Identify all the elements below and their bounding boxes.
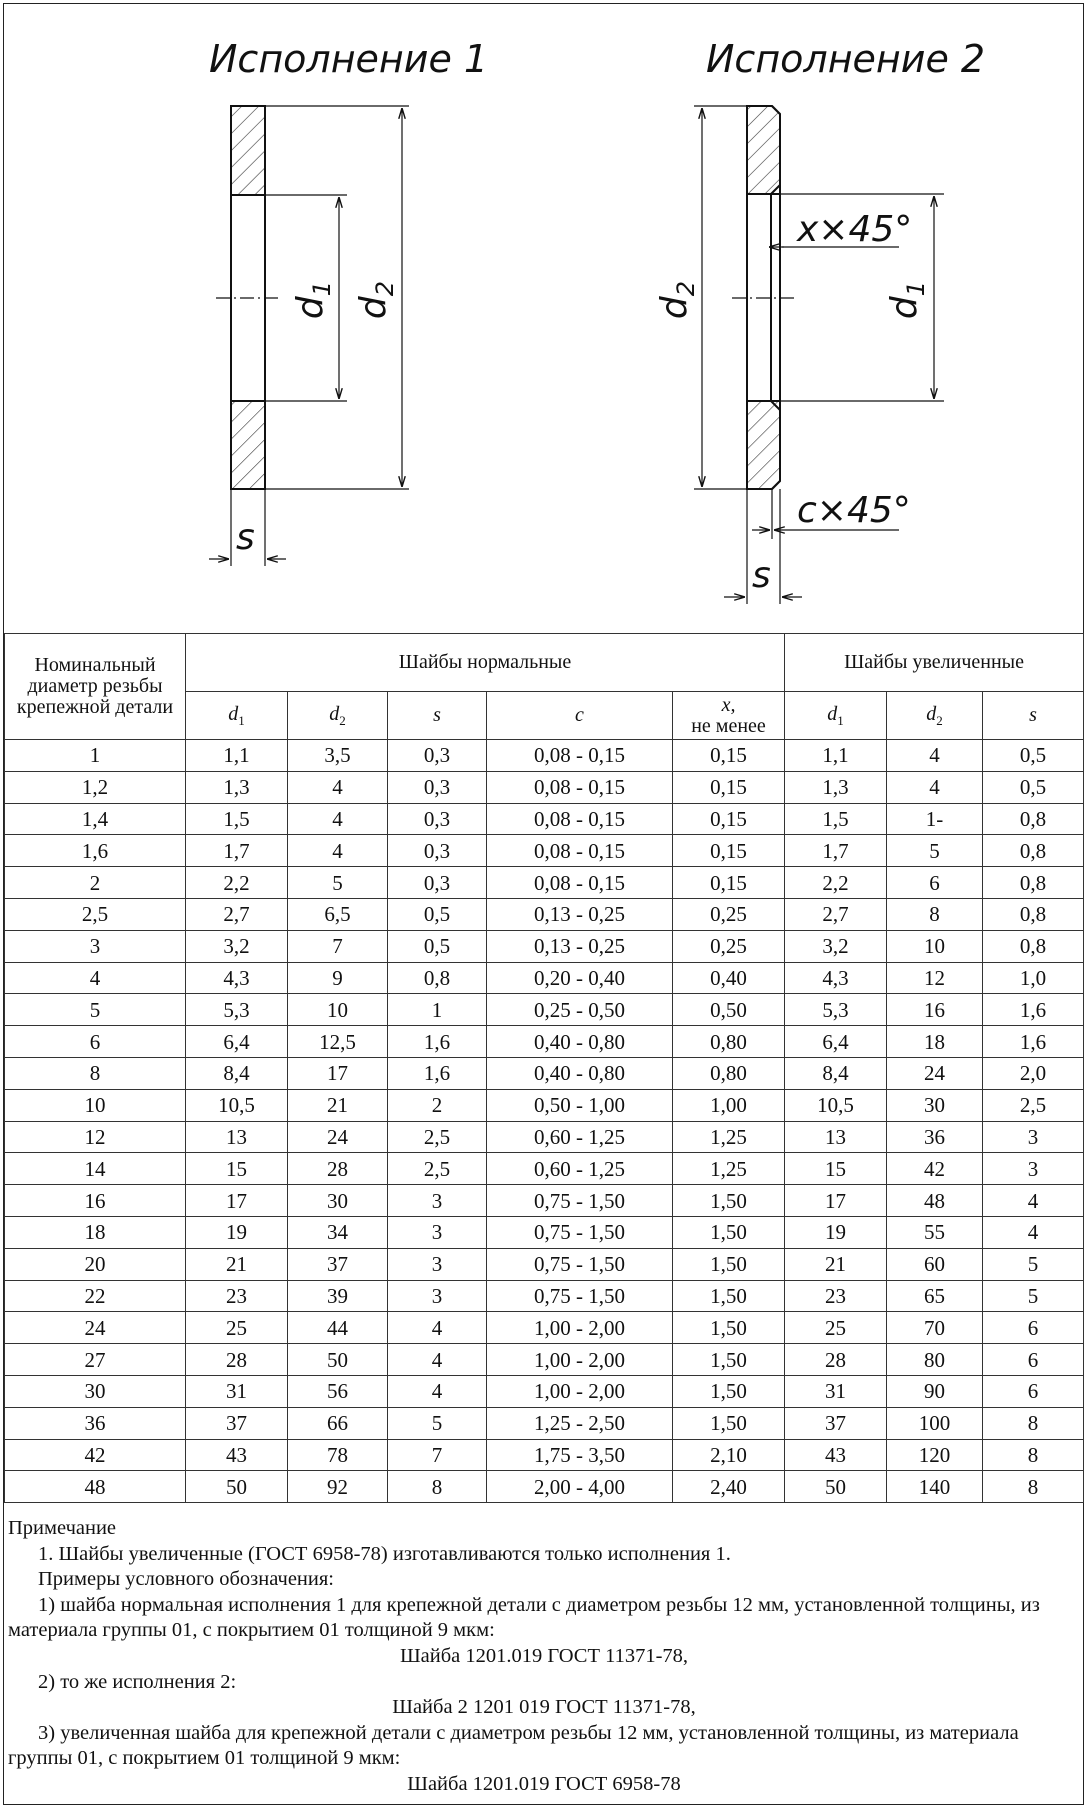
cell-thread: 48 <box>5 1471 186 1503</box>
cell-norm-d1: 15 <box>186 1153 288 1185</box>
cell-large-d2: 55 <box>887 1216 983 1248</box>
example-1-code: Шайба 1201.019 ГОСТ 11371-78, <box>399 1644 689 1667</box>
cell-norm-s: 0,5 <box>388 930 487 962</box>
cell-norm-c: 0,75 - 1,50 <box>487 1216 673 1248</box>
cell-thread: 30 <box>5 1375 186 1407</box>
notes-section <box>8 1516 1080 1798</box>
cell-thread: 27 <box>5 1344 186 1376</box>
cell-large-d1: 4,3 <box>785 962 887 994</box>
cell-norm-d1: 4,3 <box>186 962 288 994</box>
cell-norm-x: 1,50 <box>673 1248 785 1280</box>
header-large-d2: $d_2$ <box>887 692 983 740</box>
table-row <box>5 1280 1084 1312</box>
cell-norm-x: 1,25 <box>673 1153 785 1185</box>
header-d1: $d_1$ <box>186 692 288 740</box>
cell-large-d2: 70 <box>887 1312 983 1344</box>
cell-norm-d2: 30 <box>288 1185 388 1217</box>
cell-norm-s: 1,6 <box>388 1026 487 1058</box>
header-large-s: s <box>983 692 1084 740</box>
cell-norm-c: 0,08 - 0,15 <box>487 771 673 803</box>
cell-large-s: 0,8 <box>983 803 1084 835</box>
cell-large-d1: 13 <box>785 1121 887 1153</box>
cell-large-d2: 80 <box>887 1344 983 1376</box>
cell-norm-d2: 50 <box>288 1344 388 1376</box>
variant1-title: Исполнение 1 <box>209 37 489 81</box>
table-row <box>5 962 1084 994</box>
cell-norm-x: 0,15 <box>673 771 785 803</box>
cell-large-s: 6 <box>983 1312 1084 1344</box>
cell-norm-c: 0,40 - 0,80 <box>487 1057 673 1089</box>
cell-norm-d2: 34 <box>288 1216 388 1248</box>
cell-large-d1: 2,2 <box>785 867 887 899</box>
cell-norm-d1: 19 <box>186 1216 288 1248</box>
cell-norm-d2: 66 <box>288 1407 388 1439</box>
cell-norm-d1: 10,5 <box>186 1089 288 1121</box>
svg-text:d2: $d_2$ <box>654 280 700 320</box>
cell-norm-d2: 78 <box>288 1439 388 1471</box>
cell-norm-s: 2 <box>388 1089 487 1121</box>
example-2: 2) то же исполнения 2: <box>38 1670 237 1693</box>
cell-norm-d2: 39 <box>288 1280 388 1312</box>
cell-large-d2: 18 <box>887 1026 983 1058</box>
cell-norm-d2: 17 <box>288 1057 388 1089</box>
cell-large-d1: 37 <box>785 1407 887 1439</box>
cell-norm-c: 1,75 - 3,50 <box>487 1439 673 1471</box>
example-2-code: Шайба 2 1201 019 ГОСТ 11371-78, <box>392 1696 696 1719</box>
cell-norm-s: 0,3 <box>388 803 487 835</box>
cell-norm-d1: 1,3 <box>186 771 288 803</box>
cell-large-s: 8 <box>983 1439 1084 1471</box>
cell-large-s: 0,8 <box>983 867 1084 899</box>
washer-drawing <box>4 4 1085 634</box>
cell-large-d1: 19 <box>785 1216 887 1248</box>
cell-thread: 36 <box>5 1407 186 1439</box>
table-row <box>5 771 1084 803</box>
cell-large-d2: 8 <box>887 898 983 930</box>
cell-norm-s: 4 <box>388 1375 487 1407</box>
cell-norm-d2: 3,5 <box>288 740 388 772</box>
cell-norm-c: 0,13 - 0,25 <box>487 898 673 930</box>
cell-norm-x: 1,50 <box>673 1185 785 1217</box>
note-1: 1. Шайбы увеличенные (ГОСТ 6958-78) изготавливаются только исполнения 1. <box>38 1542 731 1565</box>
cell-large-d2: 140 <box>887 1471 983 1503</box>
cell-norm-c: 0,08 - 0,15 <box>487 803 673 835</box>
cell-norm-d1: 37 <box>186 1407 288 1439</box>
cell-norm-x: 0,15 <box>673 740 785 772</box>
cell-large-s: 3 <box>983 1121 1084 1153</box>
cell-large-d2: 12 <box>887 962 983 994</box>
cell-large-d2: 24 <box>887 1057 983 1089</box>
table-row <box>5 803 1084 835</box>
cell-norm-d1: 1,5 <box>186 803 288 835</box>
cell-norm-c: 1,00 - 2,00 <box>487 1344 673 1376</box>
cell-large-d1: 28 <box>785 1344 887 1376</box>
table-row <box>5 1153 1084 1185</box>
cell-norm-c: 0,75 - 1,50 <box>487 1280 673 1312</box>
cell-norm-d2: 4 <box>288 835 388 867</box>
cell-large-d1: 50 <box>785 1471 887 1503</box>
notes-heading: Примечание <box>8 1517 117 1539</box>
cell-large-s: 8 <box>983 1471 1084 1503</box>
svg-text:d2: $d_2$ <box>353 280 399 320</box>
cell-large-d1: 25 <box>785 1312 887 1344</box>
cell-norm-s: 3 <box>388 1248 487 1280</box>
cell-large-d1: 15 <box>785 1153 887 1185</box>
variant2-d2-label <box>654 281 700 319</box>
header-large-d1: $d_1$ <box>785 692 887 740</box>
cell-thread: 5 <box>5 994 186 1026</box>
cell-norm-s: 3 <box>388 1280 487 1312</box>
cell-norm-d1: 17 <box>186 1185 288 1217</box>
cell-norm-d2: 56 <box>288 1375 388 1407</box>
cell-large-d2: 4 <box>887 740 983 772</box>
cell-large-s: 0,5 <box>983 771 1084 803</box>
cell-large-s: 6 <box>983 1375 1084 1407</box>
cell-norm-c: 0,08 - 0,15 <box>487 740 673 772</box>
table-row <box>5 1185 1084 1217</box>
cell-large-s: 1,6 <box>983 994 1084 1026</box>
cell-norm-s: 4 <box>388 1344 487 1376</box>
cell-norm-c: 1,00 - 2,00 <box>487 1375 673 1407</box>
variant1-d1-label <box>290 281 336 319</box>
cell-norm-s: 1 <box>388 994 487 1026</box>
table-row <box>5 1312 1084 1344</box>
cell-norm-x: 0,15 <box>673 803 785 835</box>
cell-norm-d1: 25 <box>186 1312 288 1344</box>
cell-norm-d1: 1,1 <box>186 740 288 772</box>
example-3: 3) увеличенная шайба для крепежной детали с диаметром резьбы 12 мм, установленной толщины, из материала группы 01, с покрытием 01 толщиной 9 мкм: <box>8 1721 1019 1770</box>
cell-norm-d1: 3,2 <box>186 930 288 962</box>
table-row <box>5 1026 1084 1058</box>
cell-large-s: 1,0 <box>983 962 1084 994</box>
cell-norm-c: 0,60 - 1,25 <box>487 1153 673 1185</box>
cell-thread: 2 <box>5 867 186 899</box>
cell-norm-d2: 28 <box>288 1153 388 1185</box>
cell-large-d1: 1,3 <box>785 771 887 803</box>
header-d2: $d_2$ <box>288 692 388 740</box>
variant2-d1-label <box>884 281 930 319</box>
svg-text:d1: $d_1$ <box>290 280 336 320</box>
cell-thread: 20 <box>5 1248 186 1280</box>
cell-thread: 10 <box>5 1089 186 1121</box>
cell-large-s: 5 <box>983 1248 1084 1280</box>
cell-norm-d2: 92 <box>288 1471 388 1503</box>
cell-norm-s: 3 <box>388 1216 487 1248</box>
cell-norm-s: 7 <box>388 1439 487 1471</box>
cell-large-d2: 5 <box>887 835 983 867</box>
cell-thread: 18 <box>5 1216 186 1248</box>
cell-thread: 22 <box>5 1280 186 1312</box>
cell-thread: 4 <box>5 962 186 994</box>
header-x: x, не менее <box>673 692 785 740</box>
header-c: c <box>487 692 673 740</box>
cell-norm-c: 0,08 - 0,15 <box>487 867 673 899</box>
cell-norm-c: 1,00 - 2,00 <box>487 1312 673 1344</box>
cell-large-d2: 100 <box>887 1407 983 1439</box>
cell-thread: 14 <box>5 1153 186 1185</box>
cell-large-d1: 1,7 <box>785 835 887 867</box>
cell-norm-c: 0,75 - 1,50 <box>487 1248 673 1280</box>
table-row <box>5 1439 1084 1471</box>
cell-norm-s: 0,3 <box>388 740 487 772</box>
cell-norm-x: 1,25 <box>673 1121 785 1153</box>
cell-norm-x: 1,00 <box>673 1089 785 1121</box>
cell-large-d2: 30 <box>887 1089 983 1121</box>
header-normal-washers: Шайбы нормальные <box>186 634 785 692</box>
washer-dimensions-table <box>4 633 1084 1503</box>
cell-large-d1: 10,5 <box>785 1089 887 1121</box>
cell-thread: 6 <box>5 1026 186 1058</box>
cell-norm-x: 1,50 <box>673 1216 785 1248</box>
cell-norm-d2: 4 <box>288 803 388 835</box>
cell-norm-d2: 44 <box>288 1312 388 1344</box>
cell-norm-d1: 6,4 <box>186 1026 288 1058</box>
cell-norm-d1: 1,7 <box>186 835 288 867</box>
cell-thread: 42 <box>5 1439 186 1471</box>
table-row <box>5 930 1084 962</box>
cell-large-d1: 17 <box>785 1185 887 1217</box>
cell-norm-s: 0,8 <box>388 962 487 994</box>
cell-norm-d2: 10 <box>288 994 388 1026</box>
cell-norm-s: 0,3 <box>388 867 487 899</box>
cell-large-d1: 8,4 <box>785 1057 887 1089</box>
cell-large-d2: 16 <box>887 994 983 1026</box>
cell-norm-d1: 21 <box>186 1248 288 1280</box>
cell-norm-x: 1,50 <box>673 1280 785 1312</box>
cell-thread: 8 <box>5 1057 186 1089</box>
cell-norm-x: 2,40 <box>673 1471 785 1503</box>
cell-large-d1: 3,2 <box>785 930 887 962</box>
cell-norm-d1: 50 <box>186 1471 288 1503</box>
cell-large-d1: 1,1 <box>785 740 887 772</box>
cell-norm-d2: 4 <box>288 771 388 803</box>
cell-norm-d1: 13 <box>186 1121 288 1153</box>
cell-norm-s: 2,5 <box>388 1153 487 1185</box>
cell-norm-d2: 37 <box>288 1248 388 1280</box>
table-row <box>5 835 1084 867</box>
cell-large-d1: 1,5 <box>785 803 887 835</box>
cell-thread: 1,2 <box>5 771 186 803</box>
cell-thread: 24 <box>5 1312 186 1344</box>
cell-norm-s: 1,6 <box>388 1057 487 1089</box>
cell-norm-x: 1,50 <box>673 1344 785 1376</box>
cell-norm-s: 3 <box>388 1185 487 1217</box>
cell-large-s: 2,5 <box>983 1089 1084 1121</box>
cell-norm-s: 0,3 <box>388 835 487 867</box>
cell-norm-c: 0,08 - 0,15 <box>487 835 673 867</box>
cell-norm-c: 0,25 - 0,50 <box>487 994 673 1026</box>
cell-norm-d1: 5,3 <box>186 994 288 1026</box>
cell-norm-c: 0,20 - 0,40 <box>487 962 673 994</box>
cell-large-s: 0,8 <box>983 930 1084 962</box>
cell-norm-x: 2,10 <box>673 1439 785 1471</box>
table-row <box>5 994 1084 1026</box>
cell-large-d2: 60 <box>887 1248 983 1280</box>
cell-large-s: 8 <box>983 1407 1084 1439</box>
header-s: s <box>388 692 487 740</box>
cell-thread: 1,6 <box>5 835 186 867</box>
cell-large-d2: 90 <box>887 1375 983 1407</box>
cell-large-d2: 65 <box>887 1280 983 1312</box>
cell-large-s: 0,8 <box>983 898 1084 930</box>
cell-norm-x: 1,50 <box>673 1375 785 1407</box>
cell-norm-x: 0,15 <box>673 867 785 899</box>
cell-norm-d1: 2,7 <box>186 898 288 930</box>
cell-norm-x: 0,25 <box>673 930 785 962</box>
cell-norm-x: 0,80 <box>673 1057 785 1089</box>
cell-thread: 1 <box>5 740 186 772</box>
cell-norm-s: 5 <box>388 1407 487 1439</box>
cell-norm-c: 1,25 - 2,50 <box>487 1407 673 1439</box>
cell-norm-d2: 9 <box>288 962 388 994</box>
example-1: 1) шайба нормальная исполнения 1 для крепежной детали с диаметром резьбы 12 мм, установленной толщины, из материала группы 01, с покрытием 01 толщиной 9 мкм: <box>8 1593 1040 1642</box>
cell-large-d2: 120 <box>887 1439 983 1471</box>
table-row <box>5 1471 1084 1503</box>
cell-large-s: 0,5 <box>983 740 1084 772</box>
cell-large-s: 2,0 <box>983 1057 1084 1089</box>
cell-large-d2: 42 <box>887 1153 983 1185</box>
cell-norm-d1: 2,2 <box>186 867 288 899</box>
variant2-title: Исполнение 2 <box>706 37 986 81</box>
cell-norm-d1: 43 <box>186 1439 288 1471</box>
table-row <box>5 898 1084 930</box>
cell-norm-d2: 5 <box>288 867 388 899</box>
chamfer-x-label: x×45° <box>797 209 913 250</box>
table-row <box>5 1089 1084 1121</box>
cell-norm-d1: 31 <box>186 1375 288 1407</box>
cell-thread: 12 <box>5 1121 186 1153</box>
table-row <box>5 1375 1084 1407</box>
cell-large-d1: 31 <box>785 1375 887 1407</box>
cell-large-s: 5 <box>983 1280 1084 1312</box>
cell-large-s: 0,8 <box>983 835 1084 867</box>
cell-large-d2: 36 <box>887 1121 983 1153</box>
cell-large-s: 4 <box>983 1185 1084 1217</box>
cell-norm-s: 2,5 <box>388 1121 487 1153</box>
cell-norm-d1: 8,4 <box>186 1057 288 1089</box>
cell-norm-c: 2,00 - 4,00 <box>487 1471 673 1503</box>
cell-norm-x: 0,50 <box>673 994 785 1026</box>
cell-large-d1: 43 <box>785 1439 887 1471</box>
cell-norm-c: 0,13 - 0,25 <box>487 930 673 962</box>
cell-large-s: 6 <box>983 1344 1084 1376</box>
cell-norm-x: 1,50 <box>673 1407 785 1439</box>
cell-norm-c: 0,75 - 1,50 <box>487 1185 673 1217</box>
header-large-washers: Шайбы увеличенные <box>785 634 1084 692</box>
table-row <box>5 1057 1084 1089</box>
cell-large-d2: 1- <box>887 803 983 835</box>
cell-large-d2: 6 <box>887 867 983 899</box>
example-3-code: Шайба 1201.019 ГОСТ 6958-78 <box>407 1772 681 1795</box>
cell-norm-d2: 21 <box>288 1089 388 1121</box>
cell-norm-x: 0,40 <box>673 962 785 994</box>
cell-norm-d1: 23 <box>186 1280 288 1312</box>
cell-norm-d1: 28 <box>186 1344 288 1376</box>
cell-norm-s: 0,3 <box>388 771 487 803</box>
table-row <box>5 1407 1084 1439</box>
cell-norm-d2: 24 <box>288 1121 388 1153</box>
variant1-s-label: s <box>236 517 255 558</box>
cell-large-d2: 10 <box>887 930 983 962</box>
cell-norm-s: 8 <box>388 1471 487 1503</box>
cell-large-s: 4 <box>983 1216 1084 1248</box>
svg-text:d1: $d_1$ <box>884 280 930 320</box>
cell-norm-d2: 12,5 <box>288 1026 388 1058</box>
cell-large-d1: 5,3 <box>785 994 887 1026</box>
cell-norm-d2: 6,5 <box>288 898 388 930</box>
cell-thread: 16 <box>5 1185 186 1217</box>
cell-large-d1: 6,4 <box>785 1026 887 1058</box>
table-row <box>5 1121 1084 1153</box>
header-thread-diameter: Номинальный диаметр резьбы крепежной детали <box>5 634 186 740</box>
table-row <box>5 1216 1084 1248</box>
cell-norm-x: 1,50 <box>673 1312 785 1344</box>
chamfer-c-label: c×45° <box>797 490 911 531</box>
cell-norm-x: 0,25 <box>673 898 785 930</box>
cell-thread: 2,5 <box>5 898 186 930</box>
cell-large-d1: 21 <box>785 1248 887 1280</box>
cell-large-d1: 23 <box>785 1280 887 1312</box>
variant2-s-label: s <box>752 555 771 596</box>
cell-large-d2: 4 <box>887 771 983 803</box>
table-row <box>5 740 1084 772</box>
cell-thread: 3 <box>5 930 186 962</box>
table-body <box>5 740 1084 1503</box>
cell-norm-c: 0,50 - 1,00 <box>487 1089 673 1121</box>
cell-large-d1: 2,7 <box>785 898 887 930</box>
document-sheet <box>3 3 1084 1805</box>
cell-large-s: 1,6 <box>983 1026 1084 1058</box>
cell-thread: 1,4 <box>5 803 186 835</box>
table-row <box>5 1344 1084 1376</box>
cell-norm-s: 4 <box>388 1312 487 1344</box>
cell-norm-x: 0,80 <box>673 1026 785 1058</box>
cell-norm-x: 0,15 <box>673 835 785 867</box>
cell-norm-c: 0,40 - 0,80 <box>487 1026 673 1058</box>
variant1-d2-label <box>353 281 399 319</box>
examples-heading: Примеры условного обозначения: <box>38 1568 334 1591</box>
cell-large-d2: 48 <box>887 1185 983 1217</box>
cell-norm-s: 0,5 <box>388 898 487 930</box>
table-row <box>5 1248 1084 1280</box>
cell-large-s: 3 <box>983 1153 1084 1185</box>
table-row <box>5 867 1084 899</box>
cell-norm-c: 0,60 - 1,25 <box>487 1121 673 1153</box>
cell-norm-d2: 7 <box>288 930 388 962</box>
